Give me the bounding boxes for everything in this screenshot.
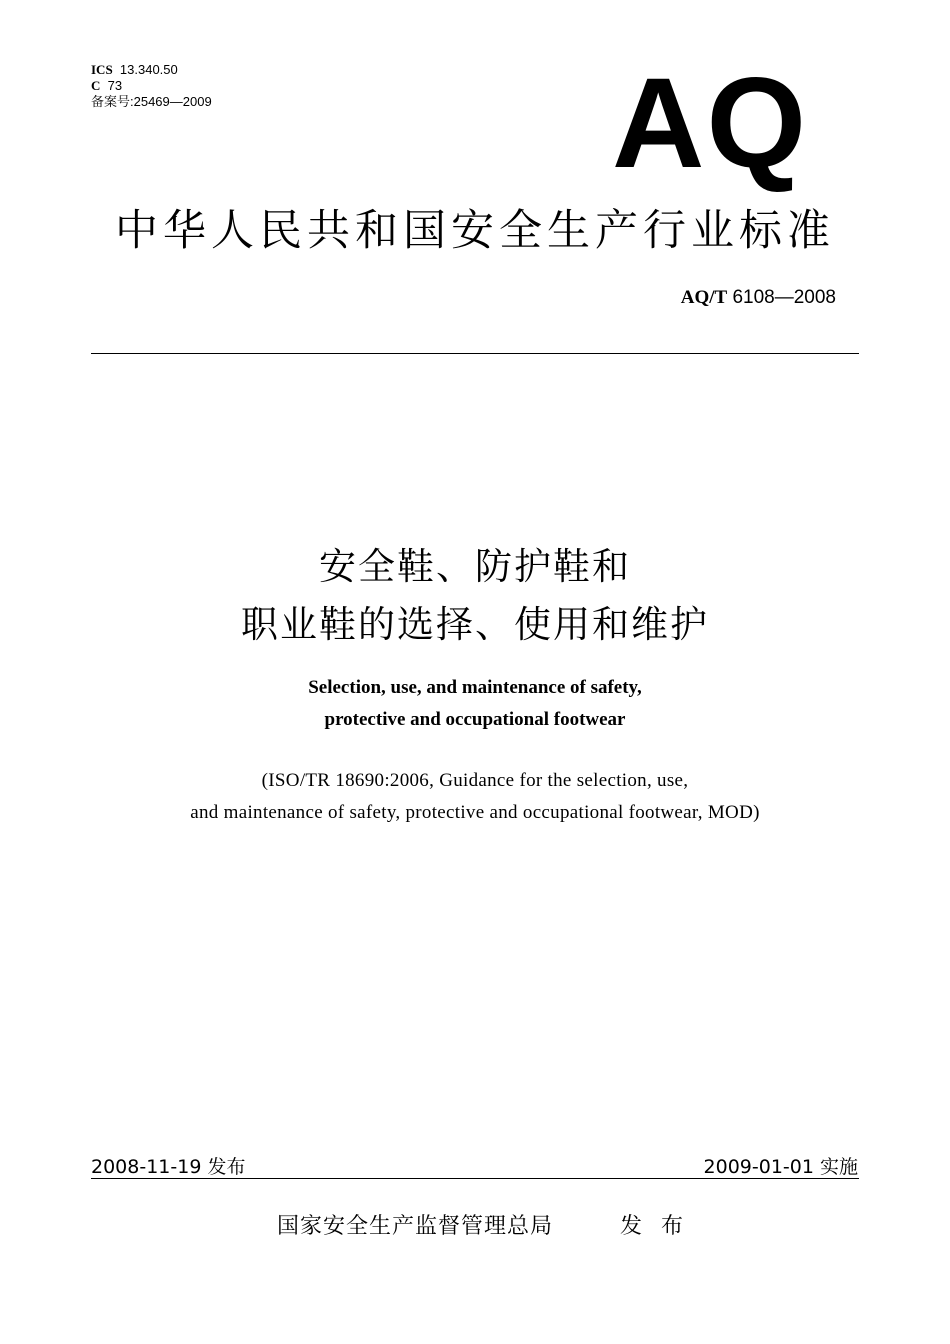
top-divider [91, 353, 859, 354]
standard-number-prefix: AQ/T [680, 287, 728, 308]
ccs-label: C [91, 78, 101, 93]
ccs-code: 73 [107, 78, 123, 93]
issue-date: 2008-11-19 发布 [91, 1156, 246, 1178]
iso-reference-line1: (ISO/TR 18690:2006, Guidance for the selection, use, [261, 770, 689, 791]
ics-label: ICS [91, 62, 113, 77]
standard-number [681, 287, 836, 309]
iso-reference-line2: and maintenance of safety, protective and occupational footwear, MOD) [190, 802, 760, 823]
bottom-divider [91, 1178, 859, 1179]
effective-date: 2009-01-01 实施 [703, 1156, 858, 1178]
title-cn-line1: 安全鞋、防护鞋和 [319, 545, 631, 588]
aq-logo: AQ [612, 52, 808, 195]
standard-number-value: 6108—2008 [732, 287, 836, 308]
title-en-line1: Selection, use, and maintenance of safety, [308, 677, 642, 698]
ccs-line [91, 78, 212, 94]
publish-label: 发 布 [620, 1214, 689, 1239]
ics-code: 13.340.50 [119, 62, 178, 77]
filing-number: 备案号:25469—2009 [91, 94, 212, 109]
ics-line [91, 62, 212, 78]
title-en-line2: protective and occupational footwear [324, 709, 626, 730]
title-cn-line2: 职业鞋的选择、使用和维护 [241, 603, 709, 646]
standard-title: 中华人民共和国安全生产行业标准 [115, 206, 835, 256]
classification-block [91, 62, 212, 110]
publisher: 国家安全生产监督管理总局 [277, 1214, 554, 1239]
